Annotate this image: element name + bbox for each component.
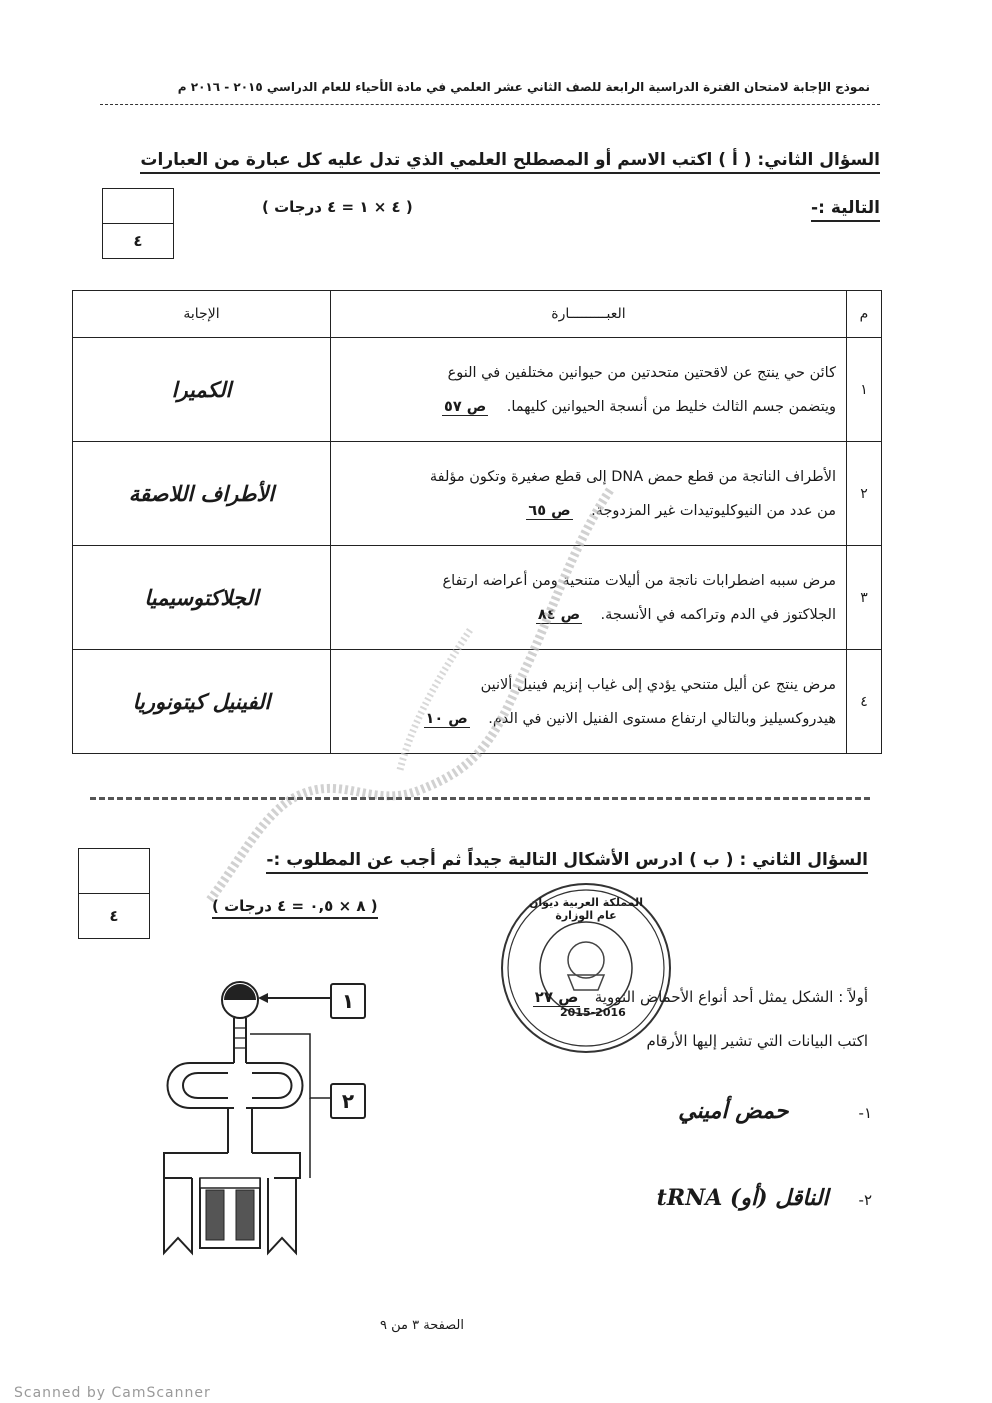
row-answer: الكميرا xyxy=(73,338,331,442)
answer-item xyxy=(678,1098,872,1124)
part1-line2: اكتب البيانات التي تشير إليها الأرقام xyxy=(646,1032,868,1050)
row-num: ٣ xyxy=(847,546,882,650)
row-answer: الأطراف اللاصقة xyxy=(73,442,331,546)
base-block xyxy=(236,1190,254,1240)
row-answer: الفينيل كيتونوريا xyxy=(73,650,331,754)
header-divider xyxy=(100,104,880,105)
page-reference: ص ٦٥ xyxy=(528,502,571,519)
statement-line-2: من عدد من النيوكليوتيدات غير المزدوجة. ص ٦٥ xyxy=(528,502,836,519)
trna-diagram xyxy=(150,978,380,1268)
row-num: ١ xyxy=(847,338,882,442)
statement-line-2: الجلاكتوز في الدم وتراكمه في الأنسجة. ص ٨٤ xyxy=(537,606,836,623)
statement-line-2: ويتضمن جسم الثالث خليط من أنسجة الحيوانين كليهما. ص ٥٧ xyxy=(444,398,836,415)
question-a-title-cont: التالية :- xyxy=(811,198,880,218)
question-b-title: السؤال الثاني : ( ب ) ادرس الأشكال التالية جيداً ثم أجب عن المطلوب :- xyxy=(266,850,868,870)
page-reference: ص ٨٤ xyxy=(537,606,581,623)
question-b-marks: ( ٨ × ٠,٥ = ٤ درجات ) xyxy=(212,897,378,915)
row-num: ٢ xyxy=(847,442,882,546)
score-box-a-empty xyxy=(103,189,173,224)
score-box-b-empty xyxy=(79,849,149,894)
stamp-year: 2015-2016 xyxy=(560,1006,626,1019)
row-answer: الجلاكتوسيميا xyxy=(73,546,331,650)
scanner-watermark: Scanned by CamScanner xyxy=(14,1385,211,1401)
score-box-b-value: ٤ xyxy=(109,907,119,925)
answer-text: الناقل (أو) tRNA xyxy=(656,1185,829,1211)
page-reference: ص ٥٧ xyxy=(444,398,487,415)
base-block xyxy=(206,1190,224,1240)
row-num: ٤ xyxy=(847,650,882,754)
question-a-title: السؤال الثاني: ( أ ) اكتب الاسم أو المصطلح العلمي الذي تدل عليه كل عبارة من العبارات xyxy=(120,150,880,170)
question-a-marks: ( ٤ × ١ = ٤ درجات ) xyxy=(262,198,413,216)
exam-header: نموذج الإجابة لامتحان الفترة الدراسية الرابعة للصف الثاني عشر العلمي في مادة الأحياء للعام الدراسي ٢٠١٥ - ٢٠١٦ م xyxy=(177,80,870,94)
statement-line: الأطراف الناتجة من قطع حمض DNA إلى قطع صغيرة وتكون مؤلفة xyxy=(429,468,836,485)
statement-line: كائن حي ينتج عن لاقحتين متحدتين من حيوانين مختلفين في النوع xyxy=(447,364,836,381)
page-reference: ص ١٠ xyxy=(425,710,468,727)
header-statement: العبـــــــــارة xyxy=(331,291,847,338)
answer-item xyxy=(657,1185,872,1211)
header-num: م xyxy=(847,291,882,338)
official-stamp xyxy=(498,880,674,1056)
part1-line1: أولاً : الشكل يمثل أحد أنواع الأحماض النووية ص ٢٧ xyxy=(534,988,868,1006)
section-separator xyxy=(90,797,870,800)
answer-num: ١- xyxy=(858,1104,872,1122)
score-box-a-value: ٤ xyxy=(133,232,143,250)
statement-line: مرض سببه اضطرابات ناتجة من أليلات متنحية ومن أعراضه ارتفاع xyxy=(442,572,836,589)
table-row xyxy=(73,338,882,442)
answer-text: حمض أميني xyxy=(678,1098,789,1124)
diagram-label-1: ١ xyxy=(330,983,366,1019)
statement-line-2: هيدروكسيليز وبالتالي ارتفاع مستوى الفنيل الانين في الدم. ص ١٠ xyxy=(425,710,836,727)
page-reference: ص ٢٧ xyxy=(534,988,579,1006)
table-header-row xyxy=(73,291,882,338)
answer-num: ٢- xyxy=(858,1191,872,1209)
statement-line: مرض ينتج عن أليل متنحي يؤدي إلى غياب إنزيم فينيل ألانين xyxy=(480,676,836,693)
row-statement xyxy=(331,338,847,442)
score-box-b xyxy=(78,848,150,939)
header-answer: الإجابة xyxy=(73,291,331,338)
stamp-text: المملكة العربية ديوان عام الوزارة xyxy=(529,896,643,922)
score-box-a xyxy=(102,188,174,259)
diagram-label-2: ٢ xyxy=(330,1083,366,1119)
page-number: الصفحة ٣ من ٩ xyxy=(380,1318,465,1333)
